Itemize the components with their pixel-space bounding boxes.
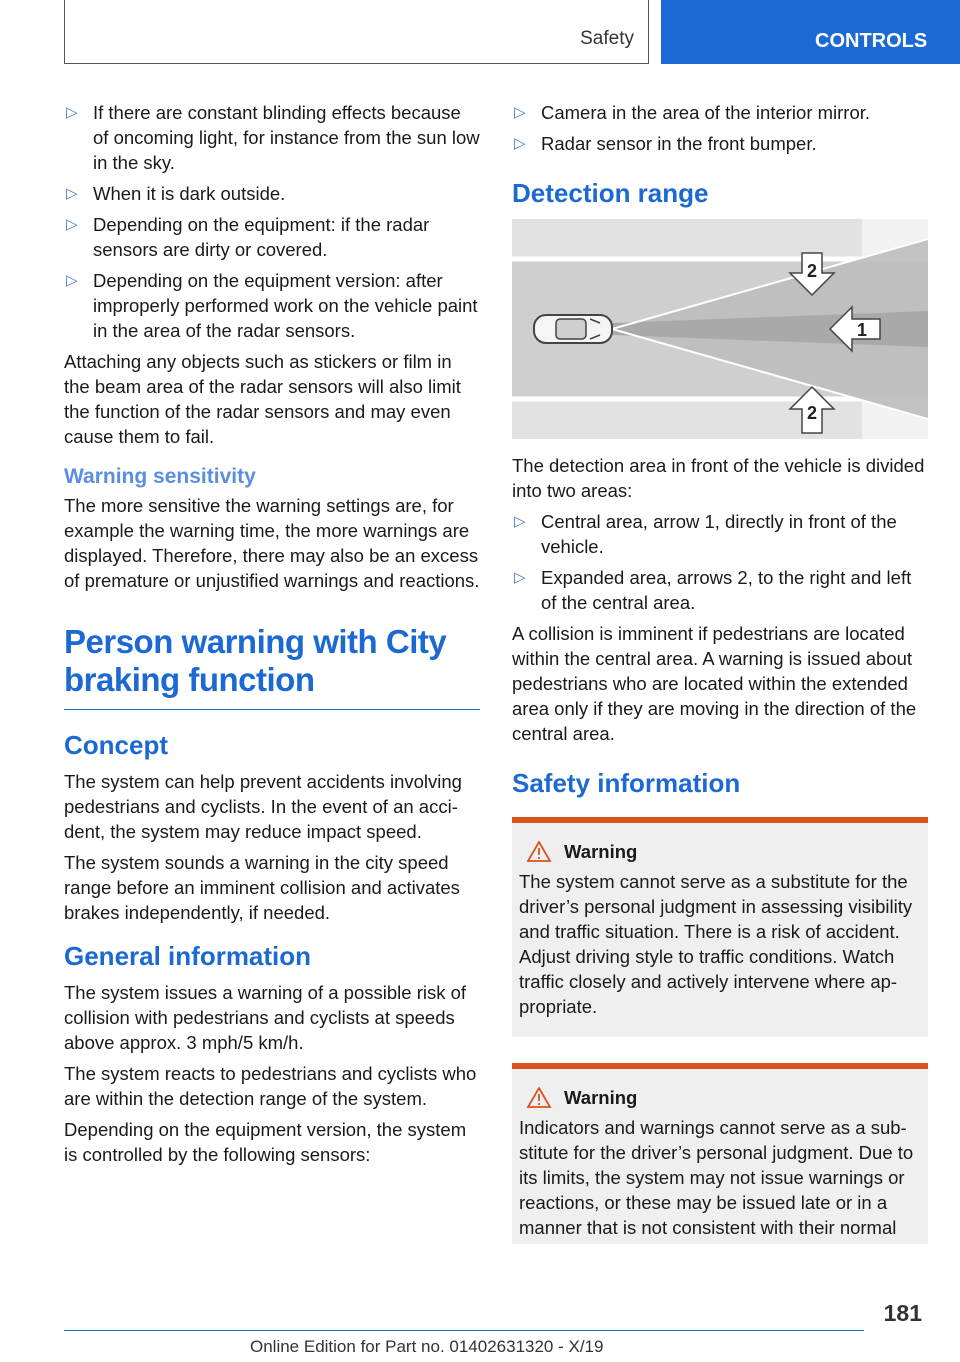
paragraph-general-2: The system reacts to pedestrians and cyclists who are within the detection range of the system.: [64, 1063, 477, 1109]
arrow-1-label: 1: [857, 320, 868, 340]
footer-divider: [64, 1330, 864, 1331]
paragraph-concept-2: The system sounds a warning in the city speed range before an imminent collision and activates brakes independently, if needed.: [64, 852, 460, 923]
paragraph-general-1: The system issues a warning of a possible risk of collision with pedestrians and cyclists at speeds above approx. 3 mph/5 km/h.: [64, 982, 467, 1053]
detection-range-figure: [512, 219, 928, 439]
warning-text: Indicators and warnings cannot serve as a substitute for the driver’s personal judgment. Due to its limits, the system may not issue warnings or reactions, or these may be issued late or in a manner that is not consistent with their normal: [519, 1117, 914, 1238]
triangle-bullet-icon: ▷: [514, 104, 526, 121]
heading-warning-sensitivity: Warning sensitivity: [64, 465, 256, 488]
left-column: [64, 100, 480, 1173]
triangle-bullet-icon: ▷: [514, 569, 526, 586]
chapter-divider: [64, 709, 480, 710]
warning-text: The system cannot serve as a substitute for the driver’s personal judgment in assessing visibility and traffic situation. There is a risk of accident. Adjust driving style to traffic conditions. Watch traffic closely and actively intervene where appropriate.: [519, 871, 913, 1017]
heading-detection-range: Detection range: [512, 178, 709, 208]
footer-edition: Online Edition for Part no. 01402631320 - X/19: [250, 1337, 604, 1356]
warning-label: Warning: [564, 1087, 638, 1108]
warning-box: [512, 1063, 928, 1244]
header-section-title: Safety: [580, 28, 634, 49]
list-item: ▷ If there are constant blinding effects because of oncoming light, for instance from the sun low in the sky.: [66, 102, 480, 173]
heading-safety-information: Safety information: [512, 768, 741, 798]
triangle-bullet-icon: ▷: [66, 185, 78, 202]
list-item: ▷ Depending on the equipment version: after improperly performed work on the vehicle paint in the area of the radar sensors.: [66, 270, 478, 341]
paragraph-general-3: Depending on the equipment version, the system is controlled by the following sensors:: [64, 1119, 467, 1165]
heading-concept: Concept: [64, 730, 168, 760]
triangle-bullet-icon: ▷: [66, 216, 78, 233]
header-chapter-tab[interactable]: CONTROLS: [661, 0, 960, 64]
triangle-bullet-icon: ▷: [514, 513, 526, 530]
warning-label: Warning: [564, 841, 638, 862]
list-item: ▷ When it is dark outside.: [66, 183, 286, 204]
list-item: ▷ Depending on the equipment: if the radar sensors are dirty or covered.: [66, 214, 430, 260]
warning-triangle-icon: [519, 1087, 559, 1109]
chapter-title: Person warning with City braking function: [64, 623, 447, 698]
warning-box: [512, 817, 928, 1037]
page-number: 181: [883, 1300, 922, 1326]
paragraph-warning-sensitivity: The more sensitive the warning settings are, for example the warning time, the more warnings are displayed. Therefore, there may also be an excess of premature or unjustified warnings and reactions.: [64, 495, 480, 591]
warning-triangle-icon: [519, 841, 559, 863]
list-item: ▷ Camera in the area of the interior mirror.: [514, 102, 871, 123]
triangle-bullet-icon: ▷: [514, 135, 526, 152]
triangle-bullet-icon: ▷: [66, 272, 78, 289]
paragraph-concept-1: The system can help prevent accidents involving pedestrians and cyclists. In the event of an accident, the system may reduce impact speed.: [64, 771, 462, 842]
paragraph-detection-intro: The detection area in front of the vehicle is divided into two areas:: [512, 455, 925, 501]
paragraph-collision: A collision is imminent if pedestrians are located within the central area. A warning is issued about pedestrians who are located within the extended area only if they are moving in the direction of the central area.: [512, 623, 917, 744]
arrow-2-bottom-label: 2: [807, 403, 818, 423]
header-frame: [64, 0, 649, 64]
right-column: [512, 100, 928, 1262]
list-item: ▷ Central area, arrow 1, directly in front of the vehicle.: [514, 511, 897, 557]
detection-range-diagram: [512, 219, 928, 439]
triangle-bullet-icon: ▷: [66, 104, 78, 121]
vehicle-icon: [534, 315, 612, 343]
list-item: ▷ Expanded area, arrows 2, to the right and left of the central area.: [514, 567, 912, 613]
heading-general-information: General information: [64, 941, 312, 971]
paragraph-attaching-objects: Attaching any objects such as stickers or film in the beam area of the radar sensors will also limit the function of the radar sensors and may even cause them to fail.: [64, 351, 461, 447]
list-item: ▷ Radar sensor in the front bumper.: [514, 133, 817, 154]
arrow-2-top-label: 2: [807, 261, 818, 281]
